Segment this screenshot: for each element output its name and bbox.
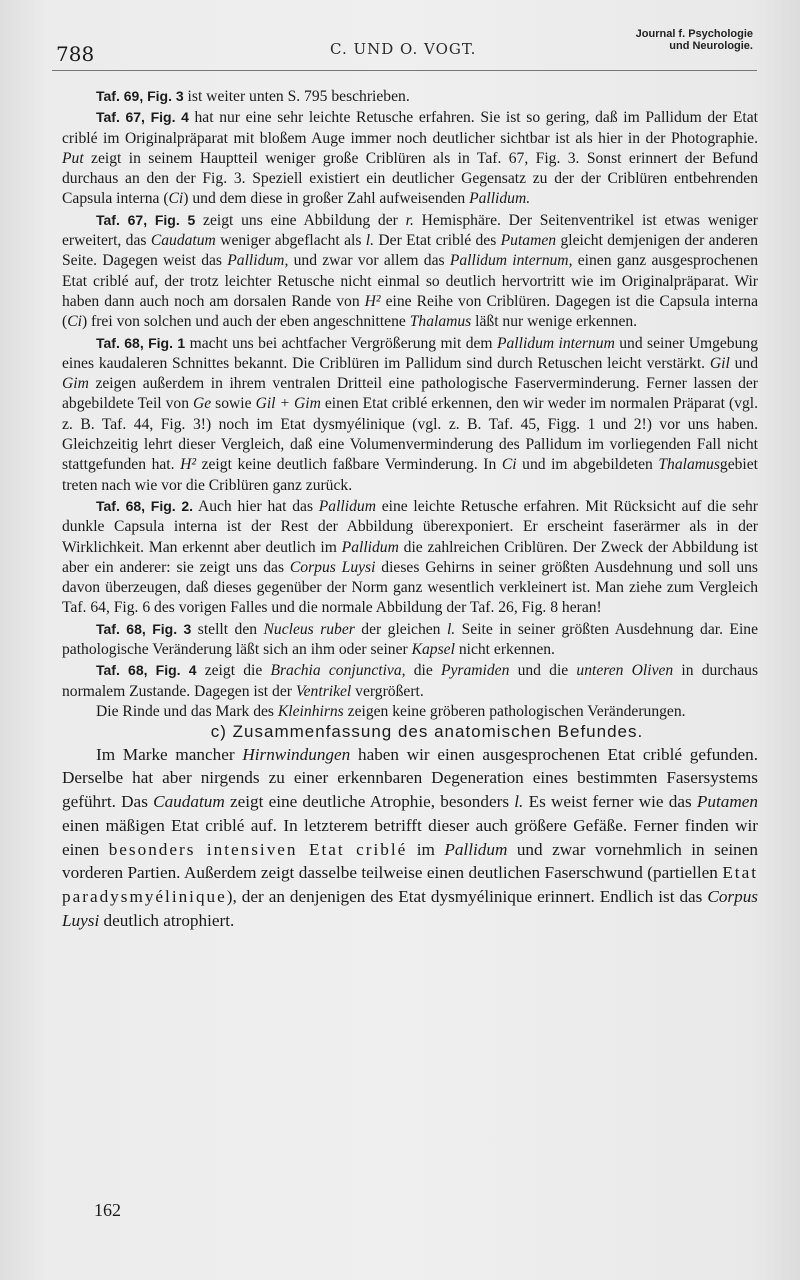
text-run: und im abgebildeten (516, 456, 659, 474)
text-run: Seite in seiner größten Ausdehnung dar. Eine pathologische Veränderung läßt sich an ihm oder seiner (62, 620, 758, 659)
italic-term: Pallidum (341, 538, 399, 556)
text-run: dieses Gehirns in seiner größten Ausdehnung und soll uns davon überzeugen, daß dieses gegenüber der Norm ganz wesentlich verkleinert ist. Man ziehe zum Vergleich Taf. 64, Fig. 6 des vorigen Falles und die normale Abbildung der Taf. 26, Fig. 8 heran! (62, 558, 758, 617)
italic-term: Pallidum. (469, 190, 531, 208)
italic-term: l. (446, 620, 456, 638)
text-run: im (407, 839, 445, 859)
text-run: zeigt keine deutlich faßbare Verminderung. In (196, 456, 502, 474)
italic-term: Pyramiden (440, 662, 510, 680)
text-run: und (729, 354, 759, 372)
text-run: Auch hier hat das (193, 497, 319, 515)
signature-mark: 162 (94, 1200, 121, 1220)
italic-term: Gil (709, 354, 730, 372)
text-run: ist weiter unten S. 795 beschrieben. (183, 88, 410, 105)
text-run: und seiner Umgebung eines kaudaleren Schnittes bekannt. Die Criblüren im Pallidum sind durch Retuschen leicht verstärkt. (62, 334, 758, 372)
italic-term: Pallidum (318, 497, 376, 515)
text-run: zeigen außerdem in ihrem ventralen Dritteil eine pathologische Faserverminderung. Ferner lassen der abgebildete Teil von (62, 375, 758, 413)
italic-term: Put (62, 149, 84, 167)
text-run: haben wir einen ausgesprochenen Etat criblé gefunden. Derselbe hat aber nirgends zu einer erkennbaren Degeneration eines bestimmten Fasersystems geführt. Das (62, 744, 758, 812)
text-run: gleicht demjenigen der anderen Seite. Dagegen weist das (62, 232, 759, 270)
italic-term: H² (180, 456, 197, 474)
text-run: zeigt eine deutliche Atrophie, besonders (224, 792, 515, 812)
text-run: in durchaus normalem Zustande. Dagegen ist der (62, 662, 759, 700)
spaced-term: besonders intensiven Etat criblé (108, 839, 408, 859)
text-run: Hemisphäre. Der Seitenventrikel ist etwas weniger erweitert, das (62, 211, 758, 250)
text-run: zeigt uns eine Abbildung der (195, 211, 406, 229)
italic-term: Gil + Gim (255, 395, 321, 413)
italic-term: Thalamus (409, 313, 472, 331)
text-run: gebiet treten nach wie vor die Criblüren ganz zurück. (62, 456, 758, 494)
text-run: die (405, 662, 441, 680)
italic-term: Putamen (500, 232, 557, 250)
italic-term: Thalamus (658, 456, 720, 474)
page-header (52, 28, 757, 68)
text-run: einen ganz ausgesprochenen Etat criblé auf, der trotz leichter Retusche nicht einmal so deutlich hervortritt wie im Originalpräparat. Wir haben dann auch noch am dorsalen Rande von (62, 252, 758, 310)
text-run: zeigt die (196, 662, 271, 680)
text-run: macht uns bei achtfacher Vergrößerung mit dem (185, 334, 497, 352)
main-text (62, 86, 758, 933)
text-run: ) frei von solchen und auch der eben angeschnittene (81, 313, 410, 331)
italic-term: unteren Oliven (576, 662, 674, 680)
section-heading: c) Zusammenfassung des anatomischen Befundes. (210, 722, 644, 742)
text-run: der gleichen (354, 620, 447, 638)
italic-term: Ci (501, 456, 517, 474)
text-run: Im Marke mancher (96, 744, 243, 764)
text-run: ), der an denjenigen des Etat dysmyélinique erinnert. Endlich ist das (226, 887, 708, 907)
text-run: eine leichte Retusche erfahren. Mit Rücksicht auf die sehr dunkle Capsula interna ist der Rest der Abbildung überexponiert. Er erscheint faserärmer als in der Wirklichkeit. Man erkennt aber deutlich im (62, 497, 758, 556)
paragraph-taf67-fig4 (62, 107, 758, 209)
italic-term: Caudatum (150, 232, 216, 250)
header-rule (52, 70, 757, 71)
text-run: zeigen keine gröberen pathologischen Veränderungen. (343, 702, 686, 720)
text-run: Der Etat criblé des (374, 232, 501, 250)
text-run: einen mäßigen Etat criblé auf. In letzterem betrifft dieser auch größere Gefäße. Ferner finden wir einen (62, 815, 758, 859)
text-run: nicht erkennen. (454, 641, 555, 659)
paragraph-taf68-fig4 (62, 660, 758, 702)
italic-term: l. (365, 232, 375, 250)
paragraph-taf68-fig1 (62, 333, 758, 496)
italic-term: Kapsel (411, 641, 455, 659)
paragraph-taf69-fig3 (62, 86, 758, 107)
summary-paragraph (62, 743, 758, 933)
text-run: hat nur eine sehr leichte Retusche erfahren. Sie ist so gering, daß im Pallidum der Etat criblé im Originalpräparat mit bloßem Auge immer noch deutlicher sichtbar ist als hier in der Photographie. (62, 109, 758, 147)
figure-label: Taf. 67, Fig. 4 (96, 109, 189, 126)
text-run: ) und dem diese in großer Zahl aufweisenden (183, 190, 470, 208)
running-title: C. UND O. VOGT. (330, 40, 477, 58)
italic-term: Brachia conjunctiva, (270, 662, 406, 680)
text-run: die zahlreichen Criblüren. Der Zweck der Abbildung ist aber ein anderer: sie zeigt uns das (62, 538, 759, 576)
figure-label: Taf. 69, Fig. 3 (96, 88, 184, 104)
figure-label: Taf. 67, Fig. 5 (96, 211, 196, 228)
text-run: stellt den (191, 620, 264, 638)
italic-term: Ci (168, 190, 184, 208)
text-run: Es weist ferner wie das (523, 792, 697, 812)
italic-term: Caudatum (153, 792, 225, 812)
italic-term: Hirnwindungen (242, 744, 351, 764)
italic-term: Ge (193, 395, 212, 413)
italic-term: Pallidum internum, (449, 252, 573, 270)
text-run: sowie (211, 395, 256, 413)
spaced-term: Etat paradysmyélinique (62, 863, 758, 907)
italic-term: Pallidum, (227, 252, 289, 270)
paragraph-taf67-fig5 (62, 210, 758, 333)
text-run: vergrößert. (351, 682, 424, 700)
text-run: und zwar vornehmlich in seinen vorderen Partien. Außerdem zeigt dasselbe teilweise einen deutlichen Faserschwund (partiellen (62, 839, 758, 883)
italic-term: Corpus Luysi (62, 887, 758, 931)
figure-label: Taf. 68, Fig. 3 (96, 620, 192, 637)
text-run: Die Rinde und das Mark des (96, 702, 278, 720)
journal-line-2: und Neurologie. (669, 40, 753, 52)
text-run: eine Reihe von Criblüren. Dagegen ist die Capsula interna ( (62, 292, 758, 331)
figure-label: Taf. 68, Fig. 4 (96, 662, 197, 679)
italic-term: H² (364, 292, 381, 310)
paragraph-taf68-fig3 (62, 619, 758, 661)
text-run: deutlich atrophiert. (99, 911, 235, 931)
paragraph-taf68-fig2 (62, 496, 758, 619)
italic-term: Nucleus ruber (263, 620, 355, 638)
italic-term: Corpus Luysi (289, 558, 376, 576)
text-run: zeigt in seinem Hauptteil weniger große Criblüren als in Taf. 67, Fig. 3. Sonst erinnert der Befund durchaus an den der Fig. 3. Speziell existiert ein deutlicher Gegensatz zu der der Criblüren entbehrenden Capsula interna ( (62, 149, 758, 208)
text-run: und zwar vor allem das (288, 252, 450, 270)
italic-term: Pallidum internum (496, 334, 615, 352)
italic-term: Kleinhirns (277, 702, 344, 720)
paragraph-kleinhirn (62, 702, 758, 722)
italic-term: Ci (67, 313, 82, 331)
italic-term: l. (514, 792, 524, 812)
italic-term: Putamen (696, 792, 758, 812)
journal-line-1: Journal f. Psychologie (635, 28, 753, 40)
figure-label: Taf. 68, Fig. 2. (96, 497, 194, 514)
page-number: 788 (56, 42, 95, 66)
text-run: läßt nur wenige erkennen. (471, 313, 638, 331)
text-run: und die (509, 662, 577, 680)
italic-term: Pallidum (444, 839, 508, 859)
italic-term: r. (405, 211, 414, 229)
figure-label: Taf. 68, Fig. 1 (96, 334, 186, 351)
text-run: einen Etat criblé erkennen, den wir weder im normalen Präparat (vgl. z. B. Taf. 44, Fig. 3!) noch im Etat dysmyélinique (vgl. z. B. Taf. 45, Figg. 1 und 2!) vor uns haben. Gleichzeitig lehrt dieser Vergleich, daß eine Volumenverminderung des Pallidum im vorliegenden Fall nicht stattgefunden hat. (62, 395, 758, 474)
italic-term: Ventrikel (295, 682, 352, 700)
journal-title (636, 28, 753, 52)
text-run: weniger abgeflacht als (215, 232, 366, 250)
italic-term: Gim (62, 375, 89, 393)
